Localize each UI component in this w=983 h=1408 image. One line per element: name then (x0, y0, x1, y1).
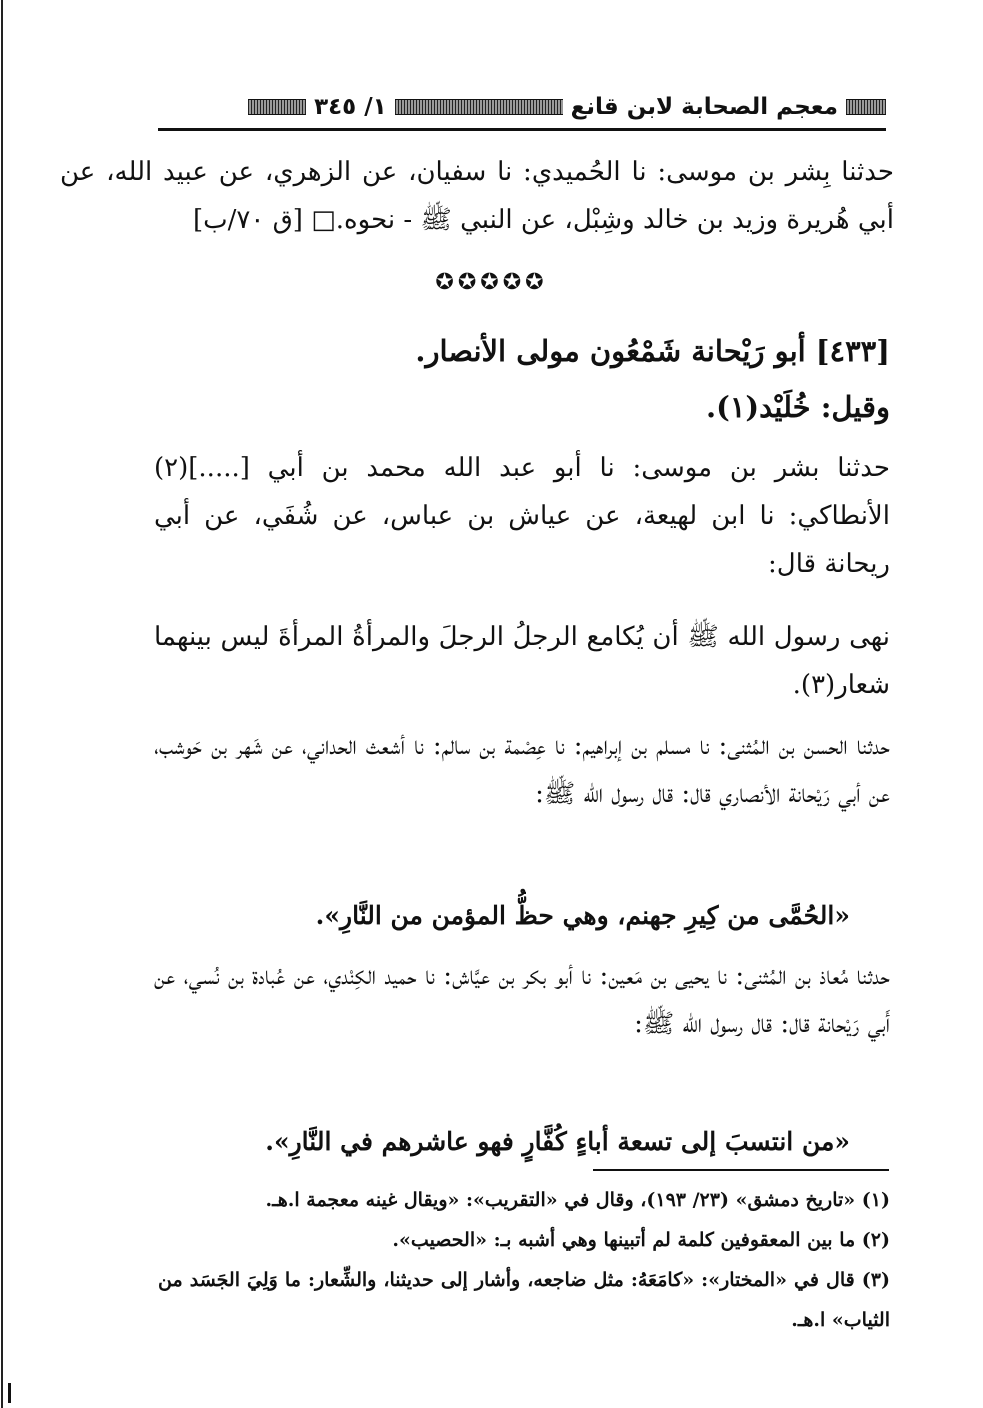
hadith-chain-paragraph-2: حدثنا بشر بن موسى: نا أبو عبد الله محمد بن أبي [.....](٢) الأنطاكي: نا ابن لهيعة، عن عياش بن عباس، عن شُفَي، عن أبي ريحانة قال: (154, 453, 890, 579)
header-rule (158, 128, 886, 131)
hadith-text-paragraph-3: نهى رسول الله ﷺ أن يُكامع الرجلُ الرجلَ والمرأةُ المرأةَ ليس بينهما شعار(٣). (154, 622, 890, 700)
running-header (158, 92, 886, 122)
entry-alternate-name: وقيل: خُلَيْد(١). (705, 390, 890, 424)
page-number: ١/ ٣٤٥ (314, 94, 387, 120)
section-separator: ✪✪✪✪✪ (435, 270, 548, 295)
hadith-quote-1: «الحُمَّى من كِيرِ جهنم، وهي حظُّ المؤمن من النَّارِ». (315, 901, 850, 930)
hadith-chain-paragraph-5: حدثنا مُعاذ بن المُثنى: نا يحيى بن مَعين: نا أبو بكر بن عيَّاش: نا حميد الكِنْدي، عن عُبادة بن نُسي، عن أَبي رَيْحانة قال: قال رسول الله ﷺ: (154, 961, 890, 1039)
entry-heading: [٤٣٣] أبو رَيْحانة شَمْعُون مولى الأنصار. (415, 334, 890, 368)
footnotes (158, 1180, 890, 1340)
header-ornament-middle (395, 99, 563, 115)
hadith-quote-2: «من انتسبَ إلى تسعة أباءٍ كُفَّارٍ فهو عاشرهم في النَّارِ». (265, 1127, 850, 1156)
hadith-chain-paragraph-1: حدثنا بِشر بن موسى: نا الحُميدي: نا سفيان، عن الزهري، عن عبيد الله، عن أبي هُريرة وزيد بن خالد وشِبْل، عن النبي ﷺ - نحوه.□ [ق ٧٠/ب] (60, 157, 894, 235)
footnote-2: (٢) ما بين المعقوفين كلمة لم أتبينها وهي أشبه بـ: «الحصيب». (392, 1229, 890, 1251)
header-ornament-right (846, 99, 886, 115)
footnote-1: (١) «تاريخ دمشق» (٢٣/ ١٩٣)، وقال في «التقريب»: «ويقال غينه معجمة ا.هـ. (265, 1189, 890, 1211)
footnote-rule (593, 1169, 889, 1171)
hadith-chain-paragraph-4: حدثنا الحسن بن المُثنى: نا مسلم بن إبراهيم: نا عِصْمة بن سالم: نا أشعث الحداني، عن شَهر بن حَوشب، عن أبي رَيْحانة الأنصاري قال: قال رسول الله ﷺ: (154, 731, 890, 809)
header-ornament-left (248, 99, 306, 115)
page-corner-mark (8, 1383, 11, 1403)
page-edge-rule (1, 0, 3, 1408)
book-title: معجم الصحابة لابن قانع (570, 94, 838, 120)
footnote-3: (٣) قال في «المختار»: «كامَعَهُ: مثل ضاجعه، وأشار إلى حديثنا، والشِّعار: ما وَلِيَ الجَسَد من الثياب» ا.هـ. (158, 1269, 890, 1331)
